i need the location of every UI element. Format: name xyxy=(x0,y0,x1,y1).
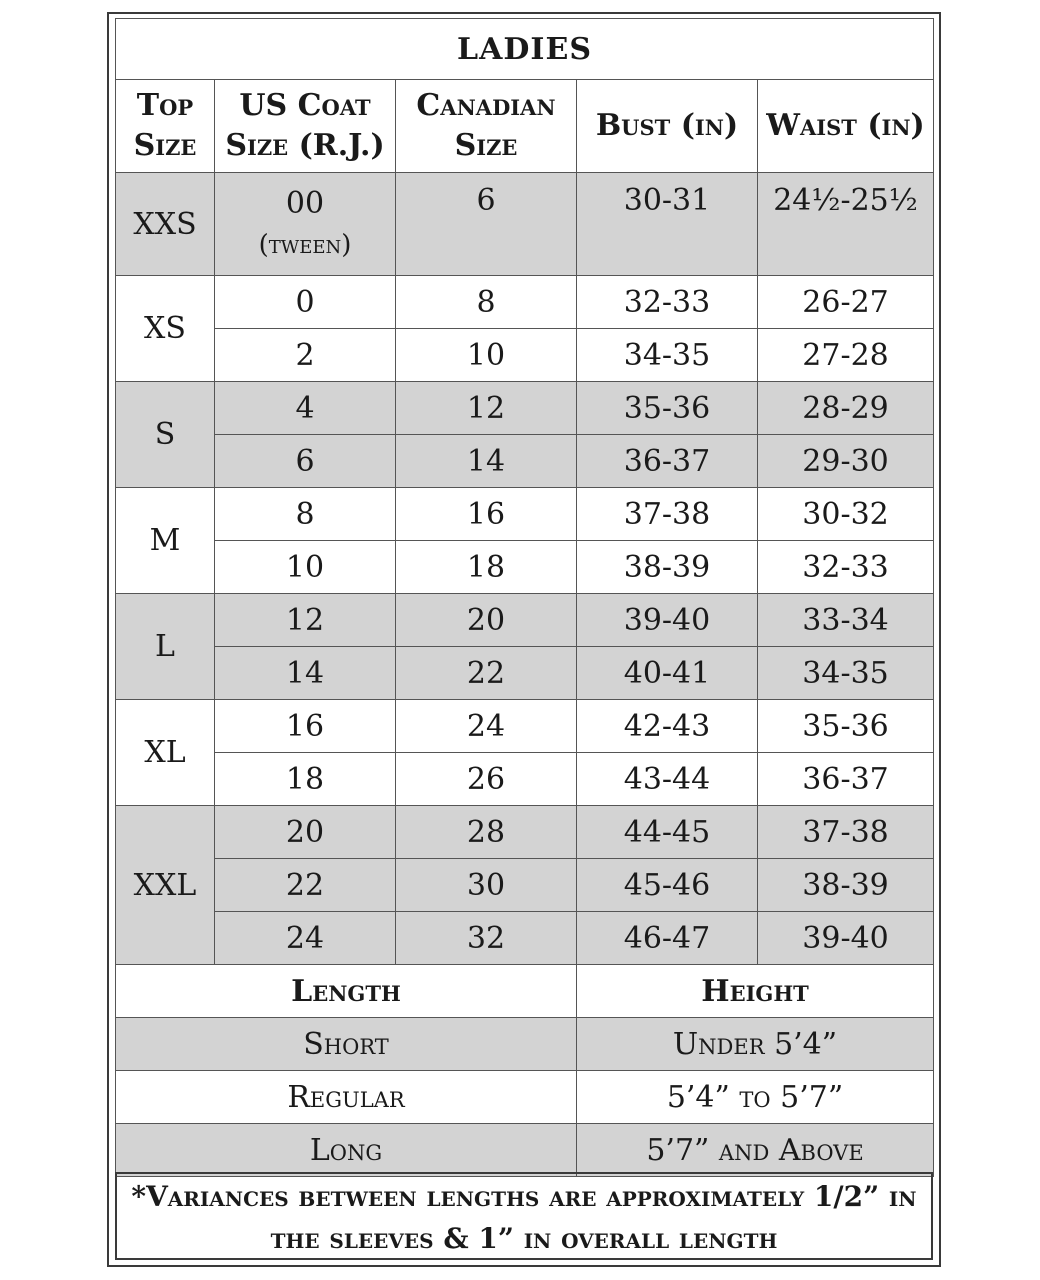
waist-cell: 26-27 xyxy=(758,276,934,329)
us-size-cell: 2 xyxy=(215,329,396,382)
bust-cell: 36-37 xyxy=(577,435,758,488)
bust-cell: 32-33 xyxy=(577,276,758,329)
variance-note-line-1: *Variances between lengths are approximately 1/2” in xyxy=(131,1180,917,1213)
length-cell: Long xyxy=(116,1124,577,1177)
top-size-cell: XS xyxy=(116,276,215,382)
waist-cell: 34-35 xyxy=(758,647,934,700)
table-row xyxy=(116,912,934,965)
table-row xyxy=(116,382,934,435)
header-us-coat-size: US Coat Size (R.J.) xyxy=(215,80,396,173)
waist-cell: 36-37 xyxy=(758,753,934,806)
canadian-size-cell: 10 xyxy=(396,329,577,382)
us-size-cell: 12 xyxy=(215,594,396,647)
height-cell: 5’4” to 5’7” xyxy=(577,1071,934,1124)
us-size-cell: 14 xyxy=(215,647,396,700)
us-size-cell: 4 xyxy=(215,382,396,435)
canadian-size-cell: 8 xyxy=(396,276,577,329)
waist-cell: 27-28 xyxy=(758,329,934,382)
bust-cell: 38-39 xyxy=(577,541,758,594)
length-row xyxy=(116,1018,934,1071)
waist-cell: 24½-25½ xyxy=(758,173,934,276)
table-row xyxy=(116,647,934,700)
bust-cell: 37-38 xyxy=(577,488,758,541)
table-row xyxy=(116,173,934,276)
top-size-cell: M xyxy=(116,488,215,594)
chart-title: LADIES xyxy=(116,19,934,80)
header-row xyxy=(116,80,934,173)
top-size-cell: S xyxy=(116,382,215,488)
us-size-cell: 16 xyxy=(215,700,396,753)
bust-cell: 35-36 xyxy=(577,382,758,435)
canadian-size-cell: 18 xyxy=(396,541,577,594)
canadian-size-cell: 26 xyxy=(396,753,577,806)
length-row xyxy=(116,1071,934,1124)
length-row xyxy=(116,1124,934,1177)
table-row xyxy=(116,541,934,594)
length-header-row xyxy=(116,965,934,1018)
us-size-cell: 8 xyxy=(215,488,396,541)
bust-cell: 34-35 xyxy=(577,329,758,382)
waist-cell: 32-33 xyxy=(758,541,934,594)
waist-cell: 38-39 xyxy=(758,859,934,912)
bust-cell: 46-47 xyxy=(577,912,758,965)
canadian-size-cell: 24 xyxy=(396,700,577,753)
canadian-size-cell: 14 xyxy=(396,435,577,488)
canadian-size-cell: 28 xyxy=(396,806,577,859)
table-row xyxy=(116,753,934,806)
height-header: Height xyxy=(577,965,934,1018)
us-size-cell: 0 xyxy=(215,276,396,329)
us-size-cell: 24 xyxy=(215,912,396,965)
table-row xyxy=(116,276,934,329)
waist-cell: 28-29 xyxy=(758,382,934,435)
header-canadian-size: Canadian Size xyxy=(396,80,577,173)
waist-cell: 30-32 xyxy=(758,488,934,541)
us-size-cell: 10 xyxy=(215,541,396,594)
height-cell: 5’7” and Above xyxy=(577,1124,934,1177)
height-cell: Under 5’4” xyxy=(577,1018,934,1071)
canadian-size-cell: 16 xyxy=(396,488,577,541)
us-size-cell: 22 xyxy=(215,859,396,912)
bust-cell: 30-31 xyxy=(577,173,758,276)
top-size-cell: XXS xyxy=(116,173,215,276)
bust-cell: 44-45 xyxy=(577,806,758,859)
waist-cell: 39-40 xyxy=(758,912,934,965)
table-row xyxy=(116,700,934,753)
bust-cell: 39-40 xyxy=(577,594,758,647)
canadian-size-cell: 20 xyxy=(396,594,577,647)
waist-cell: 33-34 xyxy=(758,594,934,647)
waist-cell: 35-36 xyxy=(758,700,934,753)
us-size-cell: 6 xyxy=(215,435,396,488)
top-size-cell: L xyxy=(116,594,215,700)
us-size-cell: 18 xyxy=(215,753,396,806)
size-chart-table xyxy=(115,18,934,1177)
header-bust: Bust (in) xyxy=(577,80,758,173)
length-cell: Regular xyxy=(116,1071,577,1124)
table-row xyxy=(116,594,934,647)
canadian-size-cell: 30 xyxy=(396,859,577,912)
us-size-cell: 00 (tween) xyxy=(215,173,396,276)
us-size-cell: 20 xyxy=(215,806,396,859)
bust-cell: 42-43 xyxy=(577,700,758,753)
top-size-cell: XXL xyxy=(116,806,215,965)
waist-cell: 29-30 xyxy=(758,435,934,488)
table-row xyxy=(116,806,934,859)
table-row xyxy=(116,329,934,382)
length-header: Length xyxy=(116,965,577,1018)
header-waist: Waist (in) xyxy=(758,80,934,173)
bust-cell: 40-41 xyxy=(577,647,758,700)
variance-note-line-2: the sleeves & 1” in overall length xyxy=(270,1222,778,1255)
waist-cell: 37-38 xyxy=(758,806,934,859)
title-row xyxy=(116,19,934,80)
bust-cell: 45-46 xyxy=(577,859,758,912)
canadian-size-cell: 12 xyxy=(396,382,577,435)
bust-cell: 43-44 xyxy=(577,753,758,806)
canadian-size-cell: 22 xyxy=(396,647,577,700)
variance-note xyxy=(115,1172,933,1260)
header-top-size: Top Size xyxy=(116,80,215,173)
length-cell: Short xyxy=(116,1018,577,1071)
table-row xyxy=(116,488,934,541)
table-row xyxy=(116,435,934,488)
table-row xyxy=(116,859,934,912)
canadian-size-cell: 6 xyxy=(396,173,577,276)
top-size-cell: XL xyxy=(116,700,215,806)
canadian-size-cell: 32 xyxy=(396,912,577,965)
